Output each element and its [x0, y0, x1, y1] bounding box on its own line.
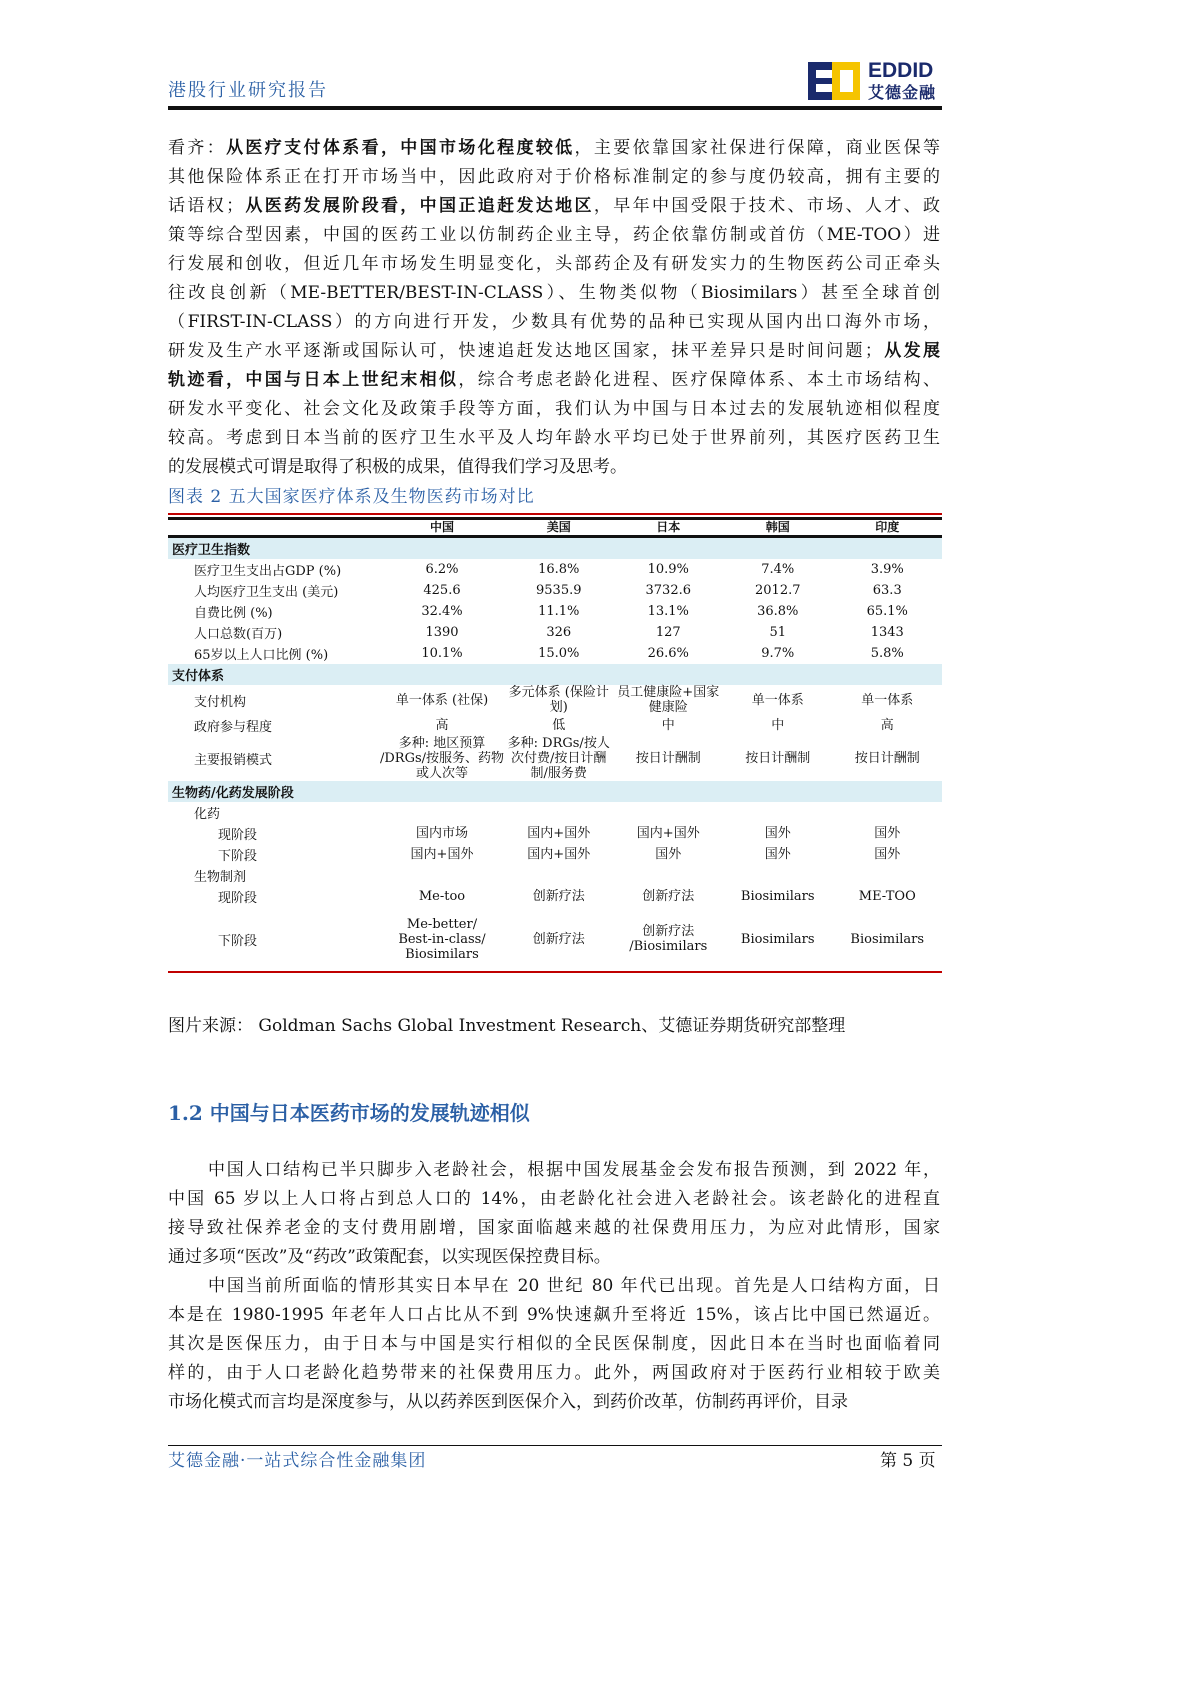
text-run: 其次是医保压力，由于日本与中国是实行相似的全民医保制度，因此日本在当时也面临着同 — [168, 1334, 940, 1354]
table-row — [168, 823, 942, 844]
table-cell: Biosimilars — [740, 889, 815, 904]
table-cell: 10.1% — [421, 646, 463, 661]
figure-caption: 图表 2 五大国家医疗体系及生物医药市场对比 — [168, 487, 535, 507]
text-line — [168, 1359, 940, 1388]
table-row — [168, 559, 942, 580]
table-cell: 65.1% — [866, 604, 908, 619]
table-header-row — [168, 520, 942, 538]
text-line — [168, 1243, 940, 1272]
text-line — [168, 221, 940, 250]
row-label: 65岁以上人口比例 (%) — [194, 648, 329, 663]
table-cell: 425.6 — [423, 583, 461, 598]
row-label: 人均医疗卫生支出 (美元) — [194, 585, 339, 600]
logo-text-en: EDDID — [868, 59, 934, 82]
table-cell: 36.8% — [757, 604, 799, 619]
table-cell: Me-better/ Best-in-class/ Biosimilars — [398, 916, 486, 962]
table-cell: 11.1% — [538, 604, 580, 619]
text-line — [168, 308, 940, 337]
row-label: 支付机构 — [194, 694, 247, 710]
table-cell: Me-too — [418, 889, 466, 904]
table-cell: 按日计酬制 — [745, 751, 811, 766]
text-line — [168, 1272, 940, 1301]
text-run: 中国 65 岁以上人口将占到总人口的 14%，由老龄化社会进入老龄社会。该老龄化的进程直 — [168, 1189, 940, 1209]
text-run: 其他保险体系正在打开市场当中，因此政府对于价格标准制定的参与度仍较高，拥有主要的 — [168, 167, 940, 187]
table-cell: 127 — [655, 625, 681, 640]
table-cell: 1343 — [870, 625, 904, 640]
table-row — [168, 622, 942, 643]
logo-text-cn: 艾德金融 — [868, 83, 937, 102]
table-cell: 国外 — [874, 826, 901, 841]
table-cell: 多种: DRGs/按人 次付费/按日计酬 制/服务费 — [507, 736, 610, 781]
column-header: 韩国 — [765, 520, 790, 534]
text-run: ，早年中国受限于技术、市场、人才、政 — [593, 196, 941, 216]
text-run: 市场化模式而言均是深度参与，从以药养医到医保介入，到药价改革，仿制药再评价，目录 — [168, 1392, 848, 1412]
table-cell: 13.1% — [647, 604, 689, 619]
section-row: 生物药/化药发展阶段 — [168, 781, 942, 802]
row-label: 下阶段 — [218, 849, 258, 864]
text-line — [168, 1156, 940, 1185]
text-run: 往改良创新（ME-BETTER/BEST-IN-CLASS）、生物类似物（Biosimilars）甚至全球首创 — [168, 283, 940, 303]
table-cell: ME-TOO — [858, 889, 916, 904]
table-cell: 单一体系 (社保) — [395, 692, 489, 708]
table-cell: 高 — [435, 718, 449, 733]
table-cell: 10.9% — [647, 562, 689, 577]
text-line — [168, 337, 940, 366]
table-cell: 创新疗法 — [532, 931, 585, 947]
table-cell: 26.6% — [647, 646, 689, 661]
table-cell: 按日计酬制 — [854, 751, 920, 766]
row-label: 化药 — [194, 807, 221, 822]
row-label: 现阶段 — [218, 828, 258, 843]
paragraph-3 — [168, 1272, 940, 1417]
column-header: 美国 — [546, 520, 571, 534]
column-header: 日本 — [656, 520, 681, 534]
table-cell: 16.8% — [538, 562, 580, 577]
logo-d-mark — [832, 62, 860, 100]
text-run: 中国当前所面临的情形其实日本早在 20 世纪 80 年代已出现。首先是人口结构方面，日 — [208, 1276, 940, 1296]
text-run: 研发及生产水平逐渐或国际认可，快速追赶发达地区国家，抹平差异只是时间问题； — [168, 341, 882, 361]
text-run: 策等综合型因素，中国的医药工业以仿制药企业主导，药企依靠仿制或首仿（ME-TOO）进 — [168, 225, 940, 245]
text-run: 研发水平变化、社会文化及政策手段等方面，我们认为中国与日本过去的发展轨迹相似程度 — [168, 399, 940, 419]
footer-divider — [168, 1445, 942, 1446]
text-line — [168, 250, 940, 279]
table-cell: 326 — [546, 625, 572, 640]
paragraph-1 — [168, 134, 940, 482]
bold-text: 从医疗支付体系看，中国市场化程度较低 — [226, 138, 575, 158]
text-line — [168, 1388, 940, 1417]
table-cell: 1390 — [425, 625, 459, 640]
logo-e-mark — [808, 62, 834, 100]
text-line — [168, 279, 940, 308]
table-cell: 按日计酬制 — [635, 751, 701, 766]
section-row: 支付体系 — [168, 664, 942, 685]
table-row — [168, 907, 942, 971]
table-cell: 3732.6 — [645, 583, 691, 598]
figure-source: 图片来源： Goldman Sachs Global Investment Research、艾德证券期货研究部整理 — [168, 1016, 846, 1036]
table-cell: 15.0% — [538, 646, 580, 661]
section-heading: 1.2 中国与日本医药市场的发展轨迹相似 — [168, 1101, 530, 1125]
text-line — [168, 1214, 940, 1243]
table-cell: 9.7% — [761, 646, 795, 661]
paragraph-2 — [168, 1156, 940, 1272]
table-cell: 国外 — [764, 847, 791, 862]
section-row: 医疗卫生指数 — [168, 538, 942, 559]
row-label: 现阶段 — [218, 891, 258, 906]
text-run: 的发展模式可谓是取得了积极的成果，值得我们学习及思考。 — [168, 457, 627, 477]
table-cell: 中 — [661, 718, 675, 733]
table-cell: 51 — [769, 625, 787, 640]
bold-text: 从医药发展阶段看，中国正追赶发达地区 — [243, 196, 594, 216]
table-row — [168, 736, 942, 781]
column-header: 印度 — [875, 520, 900, 534]
table-cell: 国外 — [764, 826, 791, 841]
text-run: 接导致社保养老金的支付费用剧增，国家面临越来越的社保费用压力，为应对此情形，国家 — [168, 1218, 940, 1238]
table-cell: 创新疗法 — [532, 889, 585, 904]
table-row — [168, 685, 942, 715]
table-cell: 国外 — [655, 847, 682, 862]
table-row — [168, 715, 942, 736]
text-line — [168, 395, 940, 424]
text-run: 样的，由于人口老龄化趋势带来的社保费用压力。此外，两国政府对于医药行业相较于欧美 — [168, 1363, 940, 1383]
text-run: （FIRST-IN-CLASS）的方向进行开发，少数具有优势的品种已实现从国内出口海外市场， — [168, 312, 940, 332]
table-row — [168, 580, 942, 601]
row-label: 医疗卫生支出占GDP (%) — [194, 564, 342, 579]
header-divider — [168, 106, 942, 110]
text-line — [168, 1330, 940, 1359]
text-run: 通过多项“医改”及“药改”政策配套，以实现医保控费目标。 — [168, 1247, 611, 1267]
row-label: 自费比例 (%) — [194, 606, 273, 621]
text-line — [168, 424, 940, 453]
table-cell: 国内+国外 — [636, 826, 700, 841]
table-cell: 国内+国外 — [527, 847, 591, 862]
bold-text: 从发展 — [881, 341, 940, 361]
text-run: 看齐： — [168, 138, 227, 158]
page-number: 第 5 页 — [880, 1451, 936, 1471]
table-cell: 创新疗法 /Biosimilars — [629, 924, 708, 954]
table-cell: 中 — [771, 718, 785, 733]
text-line — [168, 366, 940, 395]
table-row — [168, 865, 942, 886]
text-run: 话语权； — [168, 196, 244, 216]
table-row — [168, 601, 942, 622]
table-cell: 国内+国外 — [410, 847, 474, 862]
report-category: 港股行业研究报告 — [168, 80, 328, 101]
table-cell: 高 — [880, 718, 894, 733]
table-row — [168, 844, 942, 865]
table-cell: 多元体系 (保险计 划) — [508, 685, 609, 715]
column-header: 中国 — [429, 520, 454, 534]
table-cell: 多种: 地区预算 /DRGs/按服务、药物 或人次等 — [380, 736, 505, 781]
bold-text: 轨迹看，中国与日本上世纪末相似 — [168, 370, 459, 390]
table-cell: 单一体系 — [751, 692, 804, 708]
table-cell: 9535.9 — [536, 583, 582, 598]
table-cell: 32.4% — [421, 604, 463, 619]
table-cell: 国内+国外 — [527, 826, 591, 841]
text-line — [168, 163, 940, 192]
table-cell: 7.4% — [761, 562, 795, 577]
table-cell: Biosimilars — [850, 931, 925, 947]
table-cell: 单一体系 — [861, 692, 914, 708]
table-row — [168, 643, 942, 664]
text-line — [168, 192, 940, 221]
eddid-logo — [808, 60, 942, 102]
text-line — [168, 134, 940, 163]
text-line — [168, 453, 940, 482]
text-run: 行发展和创收，但近几年市场发生明显变化，头部药企及有研发实力的生物医药公司正牵头 — [168, 254, 940, 274]
text-line — [168, 1185, 940, 1214]
row-label: 主要报销模式 — [194, 753, 273, 768]
text-run: 本是在 1980-1995 年老年人口占比从不到 9%快速飙升至将近 15%，该占比中国已然逼近。 — [168, 1305, 940, 1325]
table-row — [168, 886, 942, 907]
table-bottom-rule — [168, 971, 942, 973]
table-cell: Biosimilars — [740, 931, 815, 947]
table-cell: 低 — [552, 718, 566, 733]
table-row — [168, 802, 942, 823]
text-line — [168, 1301, 940, 1330]
text-run: ，主要依靠国家社保进行保障，商业医保等 — [574, 138, 941, 158]
row-label: 人口总数(百万) — [194, 627, 283, 642]
text-run: ，综合考虑老龄化进程、医疗保障体系、本土市场结构、 — [458, 370, 941, 390]
table-cell: 国内市场 — [415, 826, 468, 841]
row-label: 生物制剂 — [194, 870, 247, 885]
table-cell: 63.3 — [872, 583, 902, 598]
text-run: 中国人口结构已半只脚步入老龄社会，根据中国发展基金会发布报告预测，到 2022 年， — [208, 1160, 940, 1180]
table-cell: 国外 — [874, 847, 901, 862]
table-cell: 6.2% — [425, 562, 459, 577]
table-cell: 3.9% — [870, 562, 904, 577]
table-cell: 5.8% — [870, 646, 904, 661]
table-cell: 创新疗法 — [642, 889, 695, 904]
footer-company: 艾德金融·一站式综合性金融集团 — [168, 1451, 427, 1471]
comparison-table — [168, 513, 942, 973]
row-label: 下阶段 — [218, 933, 258, 949]
table-cell: 员工健康险+国家 健康险 — [617, 685, 720, 715]
table-top-rule — [168, 513, 942, 515]
row-label: 政府参与程度 — [194, 720, 273, 735]
text-run: 较高。考虑到日本当前的医疗卫生水平及人均年龄水平均已处于世界前列，其医疗医药卫生 — [168, 428, 940, 448]
table-cell: 2012.7 — [755, 583, 801, 598]
